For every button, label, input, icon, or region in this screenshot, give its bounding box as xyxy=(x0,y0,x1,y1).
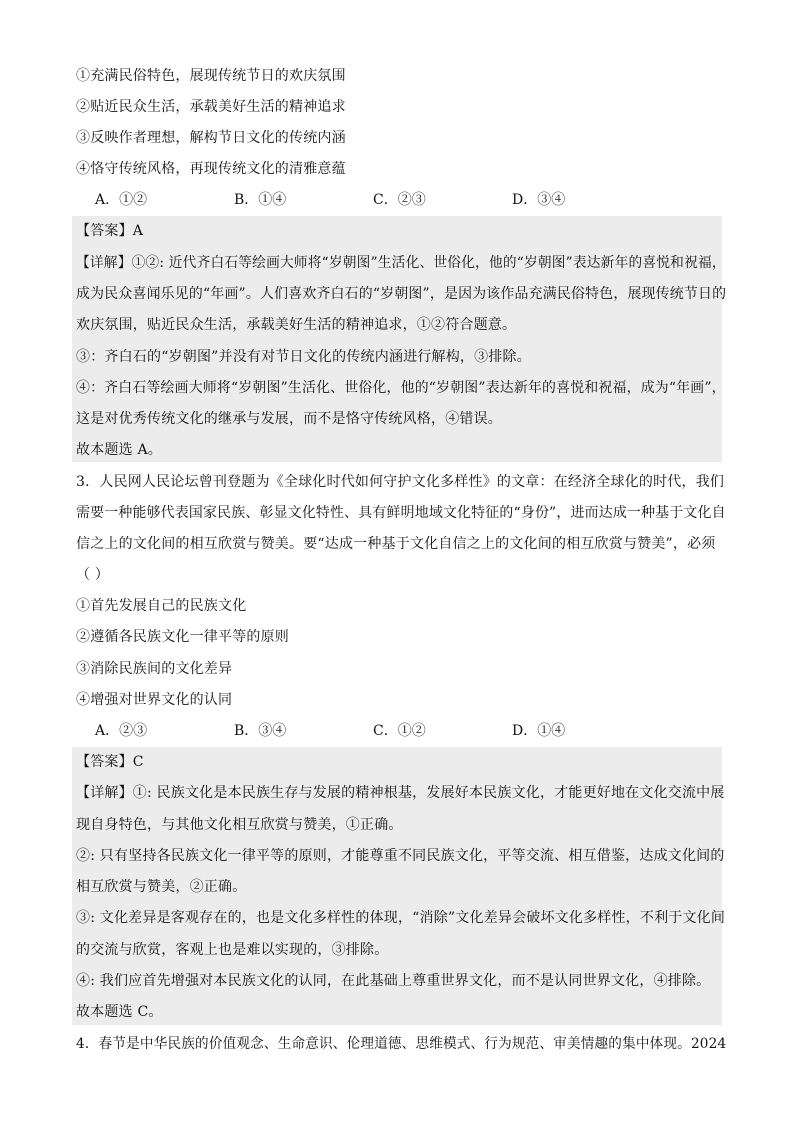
q2-item-1: ①充满民俗特色，展现传统节日的欢庆氛围 xyxy=(76,68,346,84)
q3-item-4: ④增强对世界文化的认同 xyxy=(76,692,233,708)
q2-analysis-line-4: ③：齐白石的“岁朝图”并没有对节日文化的传统内涵进行解构，③排除。 xyxy=(76,349,531,365)
q3-answer: 【答案】C xyxy=(76,754,144,770)
q3-analysis-line-7: ④: 我们应首先增强对本民族文化的认同，在此基础上尊重世界文化，而不是认同世界文化，④排除。 xyxy=(76,973,711,989)
q3-stem-line-2: 需要一种能够代表国家民族、彰显文化特性、具有鲜明地域文化特征的“身份”，进而达成一种基于文化自 xyxy=(76,505,726,521)
q2-analysis-line-5: ④：齐白石等绘画大师将“岁朝图”生活化、世俗化，他的“岁朝图”表达新年的喜悦和祝福，成为“年画”， xyxy=(76,380,726,396)
q4-stem-line-1: 4．春节是中华民族的价值观念、生命意识、伦理道德、思维模式、行为规范、审美情趣的集中体现。2024 xyxy=(76,1036,727,1052)
q3-stem-line-1: 3．人民网人民论坛曾刊登题为《全球化时代如何守护文化多样性》的文章：在经济全球化的时代，我们 xyxy=(76,474,725,490)
q3-analysis-line-1: 【详解】①: 民族文化是本民族生存与发展的精神根基，发展好本民族文化，才能更好地在文化交流中展 xyxy=(76,785,725,801)
q3-analysis-line-5: ③: 文化差异是客观存在的，也是文化多样性的体现，“消除”文化差异会破坏文化多样性，不利于文化间 xyxy=(76,910,726,926)
q2-option-a: A．①② xyxy=(95,192,148,208)
q3-analysis-line-3: ②: 只有坚持各民族文化一律平等的原则，才能尊重不同民族文化，平等交流、相互借鉴，达成文化间的 xyxy=(76,848,725,864)
q2-analysis-line-1: 【详解】①②: 近代齐白石等绘画大师将“岁朝图”生活化、世俗化，他的“岁朝图”表达新年的喜悦和祝福， xyxy=(76,255,726,271)
q2-conclusion: 故本题选 A。 xyxy=(76,442,162,458)
q3-item-2: ②遵循各民族文化一律平等的原则 xyxy=(76,629,289,645)
q3-analysis-line-2: 现自身特色，与其他文化相互欣赏与赞美，①正确。 xyxy=(76,817,403,833)
q2-item-2: ②贴近民众生活，承载美好生活的精神追求 xyxy=(76,99,346,115)
q3-option-a: A．②③ xyxy=(95,723,148,739)
q3-item-1: ①首先发展自己的民族文化 xyxy=(76,598,247,614)
q3-option-c: C．①② xyxy=(373,723,426,739)
q3-answer-paren: （ ） xyxy=(76,567,110,583)
q2-analysis-line-6: 这是对优秀传统文化的继承与发展，而不是恪守传统风格，④错误。 xyxy=(76,411,502,427)
q3-analysis-line-6: 的交流与欣赏，客观上也是难以实现的，③排除。 xyxy=(76,942,389,958)
q2-analysis-line-3: 欢庆氛围，贴近民众生活，承载美好生活的精神追求，①②符合题意。 xyxy=(76,317,517,333)
q3-conclusion: 故本题选 C。 xyxy=(76,1004,163,1020)
q3-analysis-line-4: 相互欣赏与赞美，②正确。 xyxy=(76,879,247,895)
q2-option-d: D．③④ xyxy=(512,192,566,208)
q2-analysis-line-2: 成为民众喜闻乐见的“年画”。人们喜欢齐白石的“岁朝图”，是因为该作品充满民俗特色，展现传统节日的 xyxy=(76,286,727,302)
q3-stem-line-3: 信之上的文化间的相互欣赏与赞美。要“达成一种基于文化自信之上的文化间的相互欣赏与赞美”，必须 xyxy=(76,536,716,552)
q2-option-c: C．②③ xyxy=(373,192,426,208)
q2-item-4: ④恪守传统风格，再现传统文化的清雅意蕴 xyxy=(76,161,346,177)
q2-answer: 【答案】A xyxy=(76,223,144,239)
q2-option-b: B．①④ xyxy=(234,192,287,208)
q3-option-d: D．①④ xyxy=(512,723,566,739)
q3-option-b: B．③④ xyxy=(234,723,287,739)
q3-item-3: ③消除民族间的文化差异 xyxy=(76,661,233,677)
q2-item-3: ③反映作者理想，解构节日文化的传统内涵 xyxy=(76,130,346,146)
